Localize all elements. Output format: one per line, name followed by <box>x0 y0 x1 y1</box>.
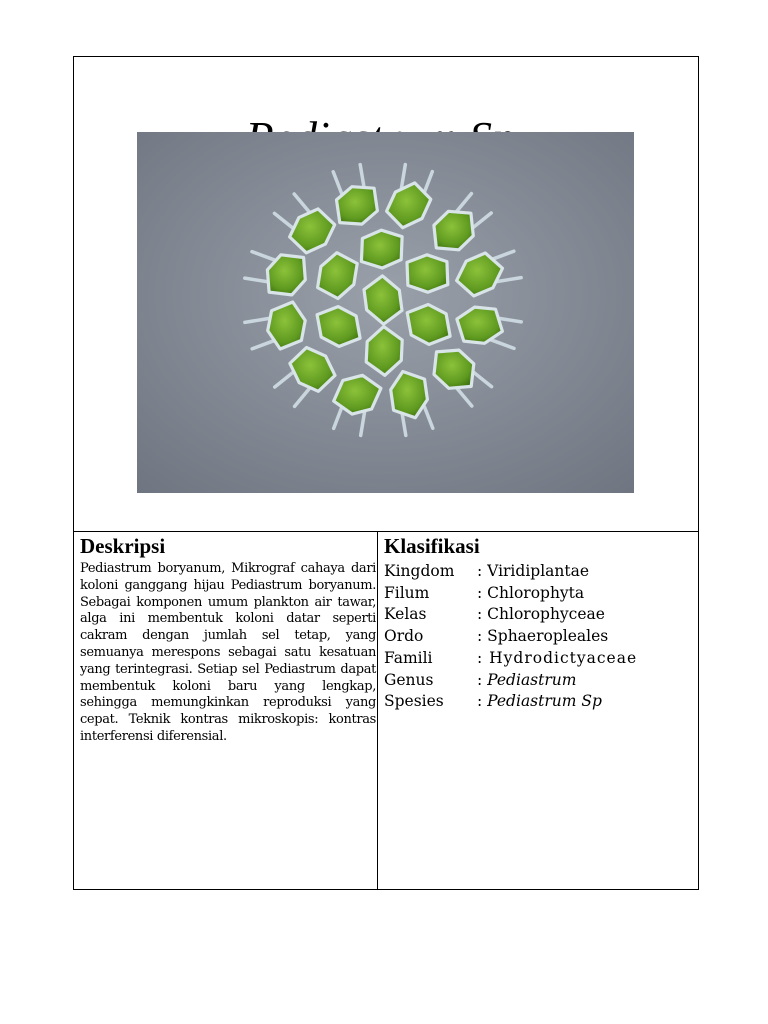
classification-label: Genus <box>384 670 434 689</box>
species-name: Pediastrum Sp <box>487 692 602 711</box>
deskripsi-text: Pediastrum boryanum, Mikrograf cahaya dari koloni ganggang hijau Pediastrum boryanum. Sebagai komponen umum plankton air tawar, alga ini membentuk koloni datar seperti cakram dengan jumlah sel tetap, yang semuanya merespons sebagai satu kesatuan yang terintegrasi. Setiap sel Pediastrum dapat membentuk koloni baru yang lengkap, sehingga memungkinkan reproduksi yang cepat. Teknik kontras mikroskopis: kontras interferensi diferensial. <box>80 561 376 744</box>
klasifikasi-section <box>384 533 694 713</box>
classification-row-filum <box>384 583 694 605</box>
classification-row-kelas <box>384 604 694 626</box>
deskripsi-heading: Deskripsi <box>80 534 166 558</box>
section-divider-vertical <box>377 531 378 890</box>
classification-label: Spesies <box>384 692 444 711</box>
classification-row-genus <box>384 670 694 692</box>
classification-value: : Chlorophyta <box>477 583 585 602</box>
classification-label: Ordo <box>384 627 424 646</box>
classification-value: : Sphaeropleales <box>477 627 609 646</box>
classification-label: Kingdom <box>384 562 455 580</box>
deskripsi-section <box>80 533 376 746</box>
micrograph-image <box>137 132 634 493</box>
colony-cell <box>361 230 402 268</box>
classification-value: : Hydrodictyaceae <box>477 648 638 667</box>
classification-row-ordo <box>384 626 694 648</box>
classification-label: Kelas <box>384 605 427 624</box>
classification-label: Filum <box>384 583 430 602</box>
colony-cell <box>407 255 448 292</box>
classification-value <box>477 670 694 692</box>
classification-value <box>477 691 694 713</box>
classification-value: : Viridiplantae <box>477 562 590 580</box>
pediastrum-micrograph <box>137 132 634 493</box>
classification-value: : Chlorophyceae <box>477 605 605 624</box>
value-prefix: : <box>477 692 488 711</box>
classification-table <box>384 561 694 713</box>
classification-label: Famili <box>384 648 433 667</box>
classification-row-kingdom <box>384 561 694 583</box>
section-divider-horizontal <box>73 531 699 532</box>
classification-row-famili <box>384 648 694 670</box>
value-prefix: : <box>477 670 488 689</box>
genus-name: Pediastrum <box>487 670 577 689</box>
klasifikasi-heading: Klasifikasi <box>384 534 480 558</box>
classification-row-spesies <box>384 691 694 713</box>
